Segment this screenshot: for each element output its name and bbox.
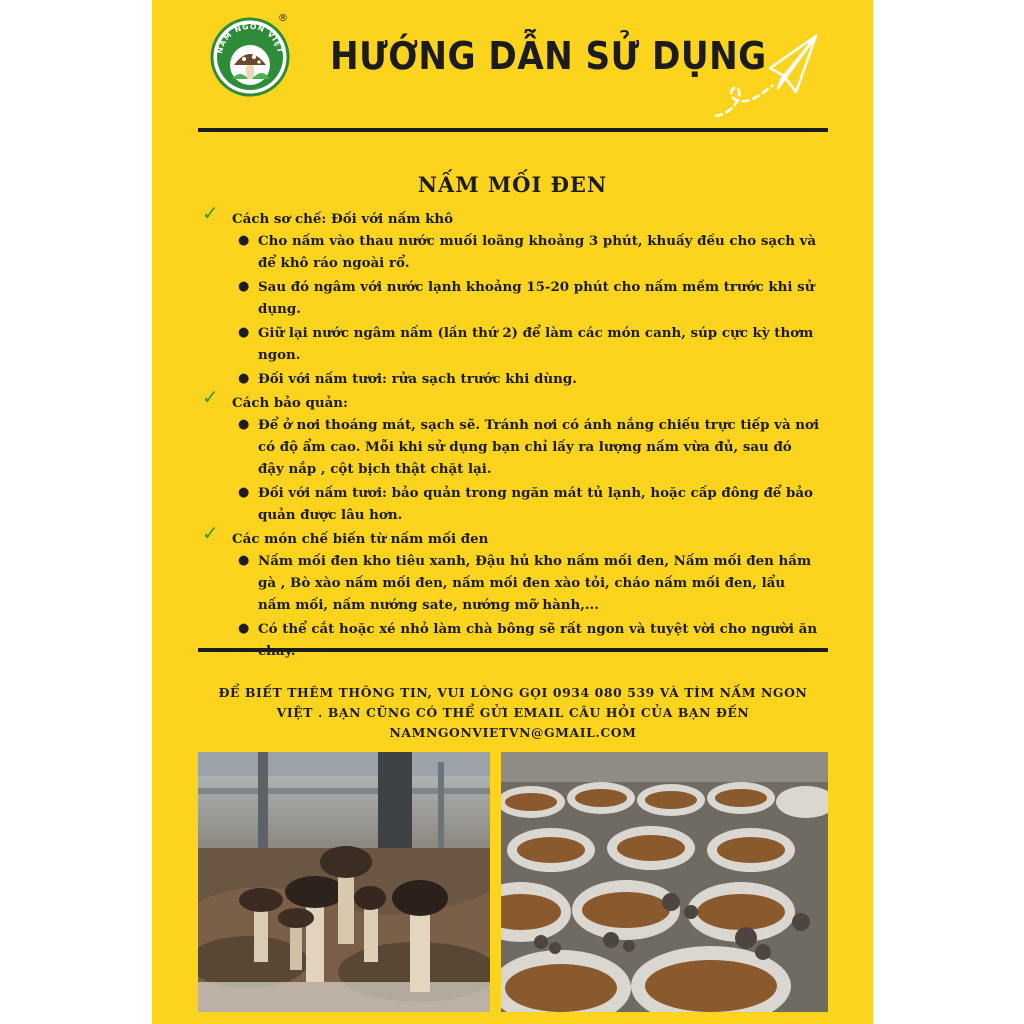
contact-line: VIỆT . BẠN CŨNG CÓ THỂ GỬI EMAIL CÂU HỎI CỦA BẠN ĐẾN — [276, 705, 750, 720]
section-storage — [200, 385, 820, 526]
bullet-icon: ● — [238, 417, 250, 432]
section-title: ✓ Cách sơ chế: Đối với nấm khô — [202, 201, 454, 227]
section-title: ✓ Cách bảo quản: — [202, 385, 348, 411]
contact-line: ĐỂ BIẾT THÊM THÔNG TIN, VUI LÒNG GỌI 0934 080 539 VÀ TÌM NẤM NGON — [218, 685, 808, 700]
section-recipes — [200, 521, 820, 662]
list-item: ● Để ở nơi thoáng mát, sạch sẽ. Tránh nơi có ánh nắng chiếu trực tiếp và nơi có độ ẩm cao. Mỗi khi sử dụng bạn chỉ lấy ra lượng nấm vừa đủ, sau đó đậy nắp , cột bịch thật chặt lại. — [200, 414, 820, 480]
section-title: ✓ Các món chế biến từ nấm mối đen — [202, 521, 489, 547]
list-item: ● Giữ lại nước ngâm nấm (lần thứ 2) để làm các món canh, súp cực kỳ thơm ngon. — [200, 322, 820, 366]
top-divider — [198, 128, 828, 132]
contact-info — [200, 683, 826, 743]
check-icon: ✓ — [202, 201, 219, 225]
page-title: HƯỚNG DẪN SỬ DỤNG — [330, 34, 767, 78]
list-item: ● Cho nấm vào thau nước muối loãng khoảng 3 phút, khuấy đều cho sạch và để khô ráo ngoài rổ. — [200, 230, 820, 274]
instructions — [200, 201, 820, 664]
bullet-icon: ● — [238, 325, 250, 340]
registered-mark: ® — [278, 13, 288, 24]
list-item: ● Có thể cắt hoặc xé nhỏ làm chà bông sẽ rất ngon và tuyệt vời cho người ăn — [200, 618, 820, 662]
paper-plane-icon — [708, 30, 820, 122]
check-icon: ✓ — [202, 385, 219, 409]
brand-logo — [208, 15, 292, 99]
bottom-divider — [198, 648, 828, 652]
mushroom-photo-left — [198, 752, 490, 1012]
bullet-icon: ● — [238, 485, 250, 500]
list-item: ● Sau đó ngâm với nước lạnh khoảng 15-20 phút cho nấm mềm trước khi sử dụng. — [200, 276, 820, 320]
product-heading: NẤM MỐI ĐEN — [417, 172, 608, 197]
list-item: ● Nấm mối đen kho tiêu xanh, Đậu hủ kho nấm mối đen, Nấm mối đen hầm gà , Bò xào nấm mối đen, nấm mối đen xào tỏi, cháo nấm mối đen, lẩu nấm mối, nấm nướng sate, nướng mỡ hành,... — [200, 550, 820, 616]
bullet-icon: ● — [238, 279, 250, 294]
bullet-icon: ● — [238, 553, 250, 568]
bullet-icon: ● — [238, 371, 250, 386]
contact-email[interactable]: NAMNGONVIETVN@GMAIL.COM — [389, 725, 637, 740]
bullet-icon: ● — [238, 621, 250, 636]
list-item: ● Đối với nấm tươi: bảo quản trong ngăn mát tủ lạnh, hoặc cấp đông để bảo quản được lâu hơn. — [200, 482, 820, 526]
bullet-icon: ● — [238, 233, 250, 248]
section-preparation — [200, 201, 820, 390]
check-icon: ✓ — [202, 521, 219, 545]
list-item: ● Đối với nấm tươi: rửa sạch trước khi dùng. — [200, 368, 820, 390]
logo-text: NẤM NGON VIỆT — [215, 21, 285, 55]
mushroom-photo-right — [501, 752, 828, 1012]
